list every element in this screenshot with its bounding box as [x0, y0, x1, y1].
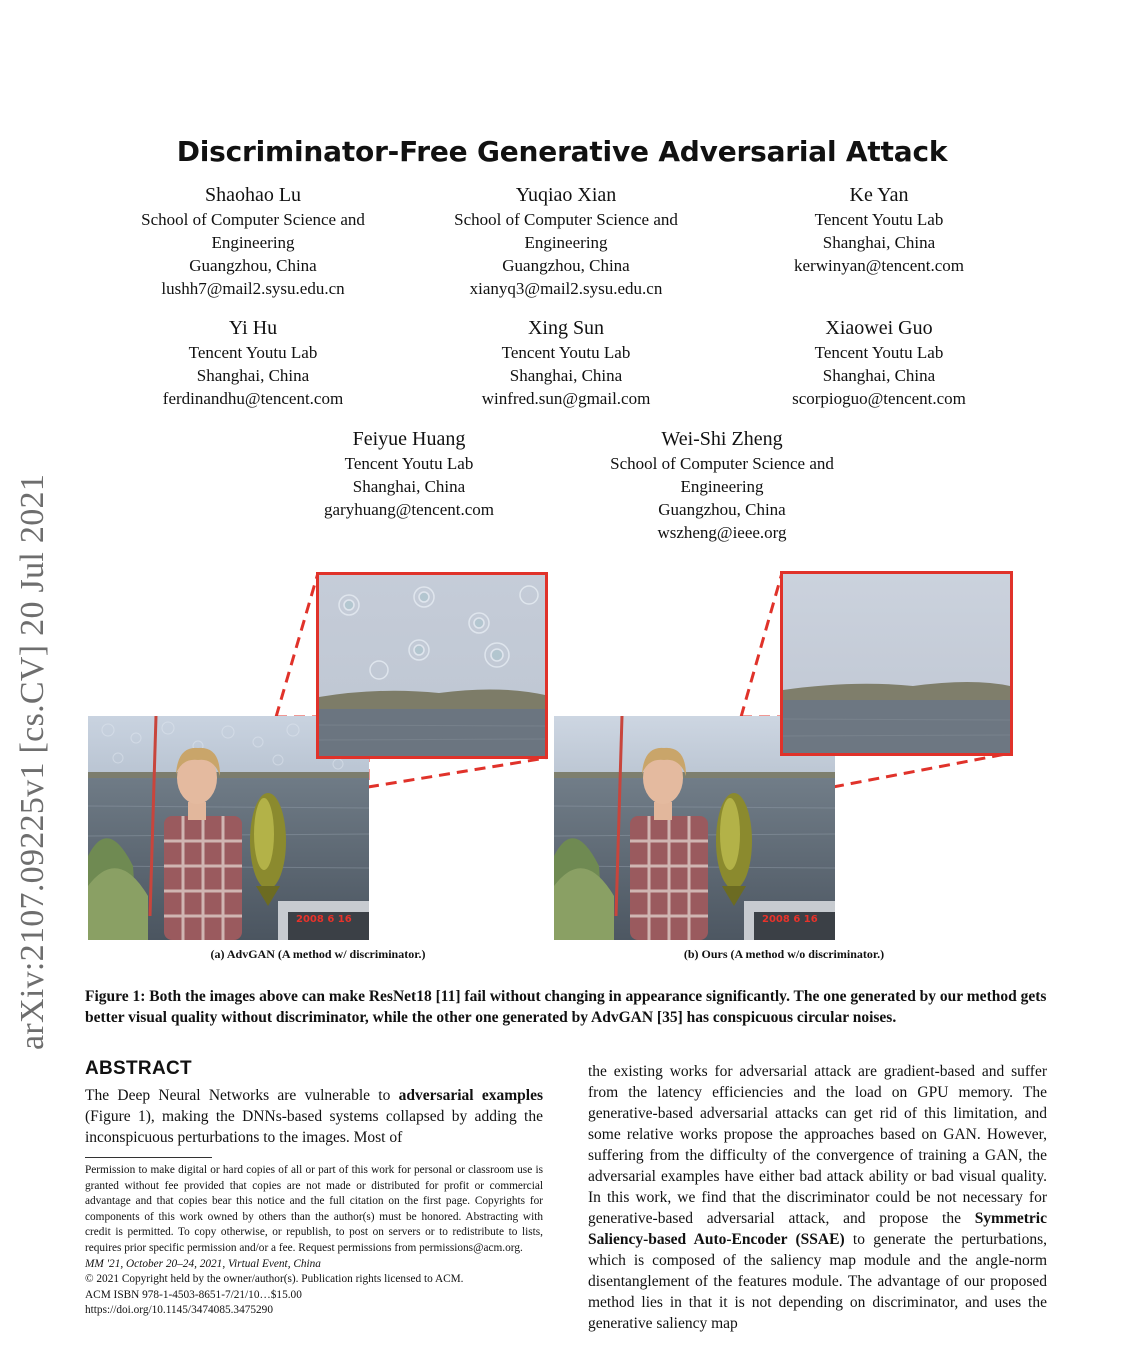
subcaption-a: (a) AdvGAN (A method w/ discriminator.): [210, 947, 426, 961]
permission-notice: [85, 1163, 543, 1319]
author-affiliation: Tencent Youtu Lab: [814, 343, 944, 362]
author-name: Feiyue Huang: [352, 428, 466, 450]
doi-link[interactable]: https://doi.org/10.1145/3474085.3475290: [85, 1304, 273, 1317]
author-email[interactable]: winfred.sun@gmail.com: [481, 389, 651, 408]
abstract-text: the existing works for adversarial attack are gradient-based and suffer from the latency efficiencies and the load on GPU memory. The generative-based adversarial attacks can get rid of this limitation, and some relative works propose the approaches based on GAN. However, suffering from the difficulty of the convergence of training a GAN, the adversarial examples have either bad attack ability or bad visual quality. In this work, we find that the discriminator could be not necessary for generative-based adversarial attack, and propose the: [588, 1063, 1047, 1227]
footnote-rule: [85, 1157, 212, 1158]
author-name: Ke Yan: [849, 184, 909, 206]
author-email[interactable]: garyhuang@tencent.com: [323, 500, 494, 519]
author-email[interactable]: wszheng@ieee.org: [657, 523, 787, 542]
copyright-line: © 2021 Copyright held by the owner/author(s). Publication rights licensed to ACM.: [85, 1273, 464, 1286]
author-name: Yuqiao Xian: [515, 184, 617, 206]
author-email[interactable]: lushh7@mail2.sysu.edu.cn: [161, 279, 345, 298]
author-location: Shanghai, China: [822, 366, 936, 385]
figure-caption: Figure 1: Both the images above can make ResNet18 [11] fail without changing in appearance significantly. The one generated by our method gets better visual quality without discriminator, while the other one generated by AdvGAN [35] has conspicuous circular noises.: [85, 988, 1047, 1026]
author-affiliation: Engineering: [524, 233, 608, 252]
author-affiliation: Engineering: [680, 477, 764, 496]
author-location: Guangzhou, China: [658, 500, 786, 519]
permission-text: Permission to make digital or hard copies of all or part of this work for personal or classroom use is granted without fee provided that copies are not made or distributed for profit or commercial advantage and that copies bear this notice and the full citation on the first page. Copyrights for components of this work owned by others than the author(s) must be honored. Abstracting with credit is permitted. To copy otherwise, or republish, to post on servers or to redistribute to lists, requires prior specific permission and/or a fee. Request permissions from permissions@acm.org.: [85, 1164, 543, 1254]
author-affiliation: Tencent Youtu Lab: [188, 343, 318, 362]
venue-line: MM '21, October 20–24, 2021, Virtual Event, China: [85, 1257, 321, 1270]
author-affiliation: Tencent Youtu Lab: [501, 343, 631, 362]
author-name: Xing Sun: [527, 317, 605, 339]
abstract-text: The Deep Neural Networks are vulnerable to: [85, 1087, 399, 1104]
author-email[interactable]: xianyq3@mail2.sysu.edu.cn: [469, 279, 663, 298]
author-affiliation: School of Computer Science and: [610, 454, 834, 473]
abstract-left-column: [85, 1085, 543, 1148]
abstract-emphasis: adversarial examples: [398, 1087, 543, 1104]
abstract-emphasis: Symmetric Saliency-based Auto-Encoder (SSAE): [588, 1210, 1047, 1248]
author-name: Xiaowei Guo: [825, 317, 933, 339]
author-location: Guangzhou, China: [189, 256, 317, 275]
abstract-right-column: [588, 1061, 1047, 1334]
abstract-text: to generate the perturbations, which is composed of the saliency map module and the angle-norm disentanglement of the features module. The advantage of our proposed method lies in that it is not depending on discriminator, and uses the generative saliency map: [588, 1231, 1048, 1332]
author-location: Shanghai, China: [196, 366, 310, 385]
author-location: Shanghai, China: [509, 366, 623, 385]
author-affiliation: Tencent Youtu Lab: [814, 210, 944, 229]
author-affiliation: Tencent Youtu Lab: [344, 454, 474, 473]
author-affiliation: Engineering: [211, 233, 295, 252]
author-email[interactable]: ferdinandhu@tencent.com: [162, 389, 344, 408]
arxiv-stamp-text: arXiv:2107.09225v1 [cs.CV] 20 Jul 2021: [14, 473, 51, 1050]
author-location: Shanghai, China: [822, 233, 936, 252]
isbn-line: ACM ISBN 978-1-4503-8651-7/21/10…$15.00: [85, 1288, 302, 1301]
author-name: Wei-Shi Zheng: [661, 428, 783, 450]
author-name: Yi Hu: [228, 317, 278, 339]
zoom-inset-ours: [780, 571, 1013, 756]
abstract-text: (Figure 1), making the DNNs-based systems collapsed by adding the inconspicuous perturbations to the images. Most of: [85, 1108, 543, 1146]
author-affiliation: School of Computer Science and: [141, 210, 365, 229]
abstract-heading: ABSTRACT: [85, 1058, 192, 1079]
author-name: Shaohao Lu: [204, 184, 302, 206]
author-email[interactable]: kerwinyan@tencent.com: [793, 256, 964, 275]
author-location: Shanghai, China: [352, 477, 466, 496]
paper-title: Discriminator-Free Generative Adversarial Attack: [176, 135, 948, 168]
photo-date-stamp: 2008 6 16: [762, 914, 818, 925]
author-email[interactable]: scorpioguo@tencent.com: [792, 389, 966, 408]
zoom-inset-advgan: [316, 572, 548, 759]
author-location: Guangzhou, China: [502, 256, 630, 275]
subcaption-b: (b) Ours (A method w/o discriminator.): [683, 947, 885, 961]
photo-date-stamp: 2008 6 16: [296, 914, 352, 925]
author-affiliation: School of Computer Science and: [454, 210, 678, 229]
